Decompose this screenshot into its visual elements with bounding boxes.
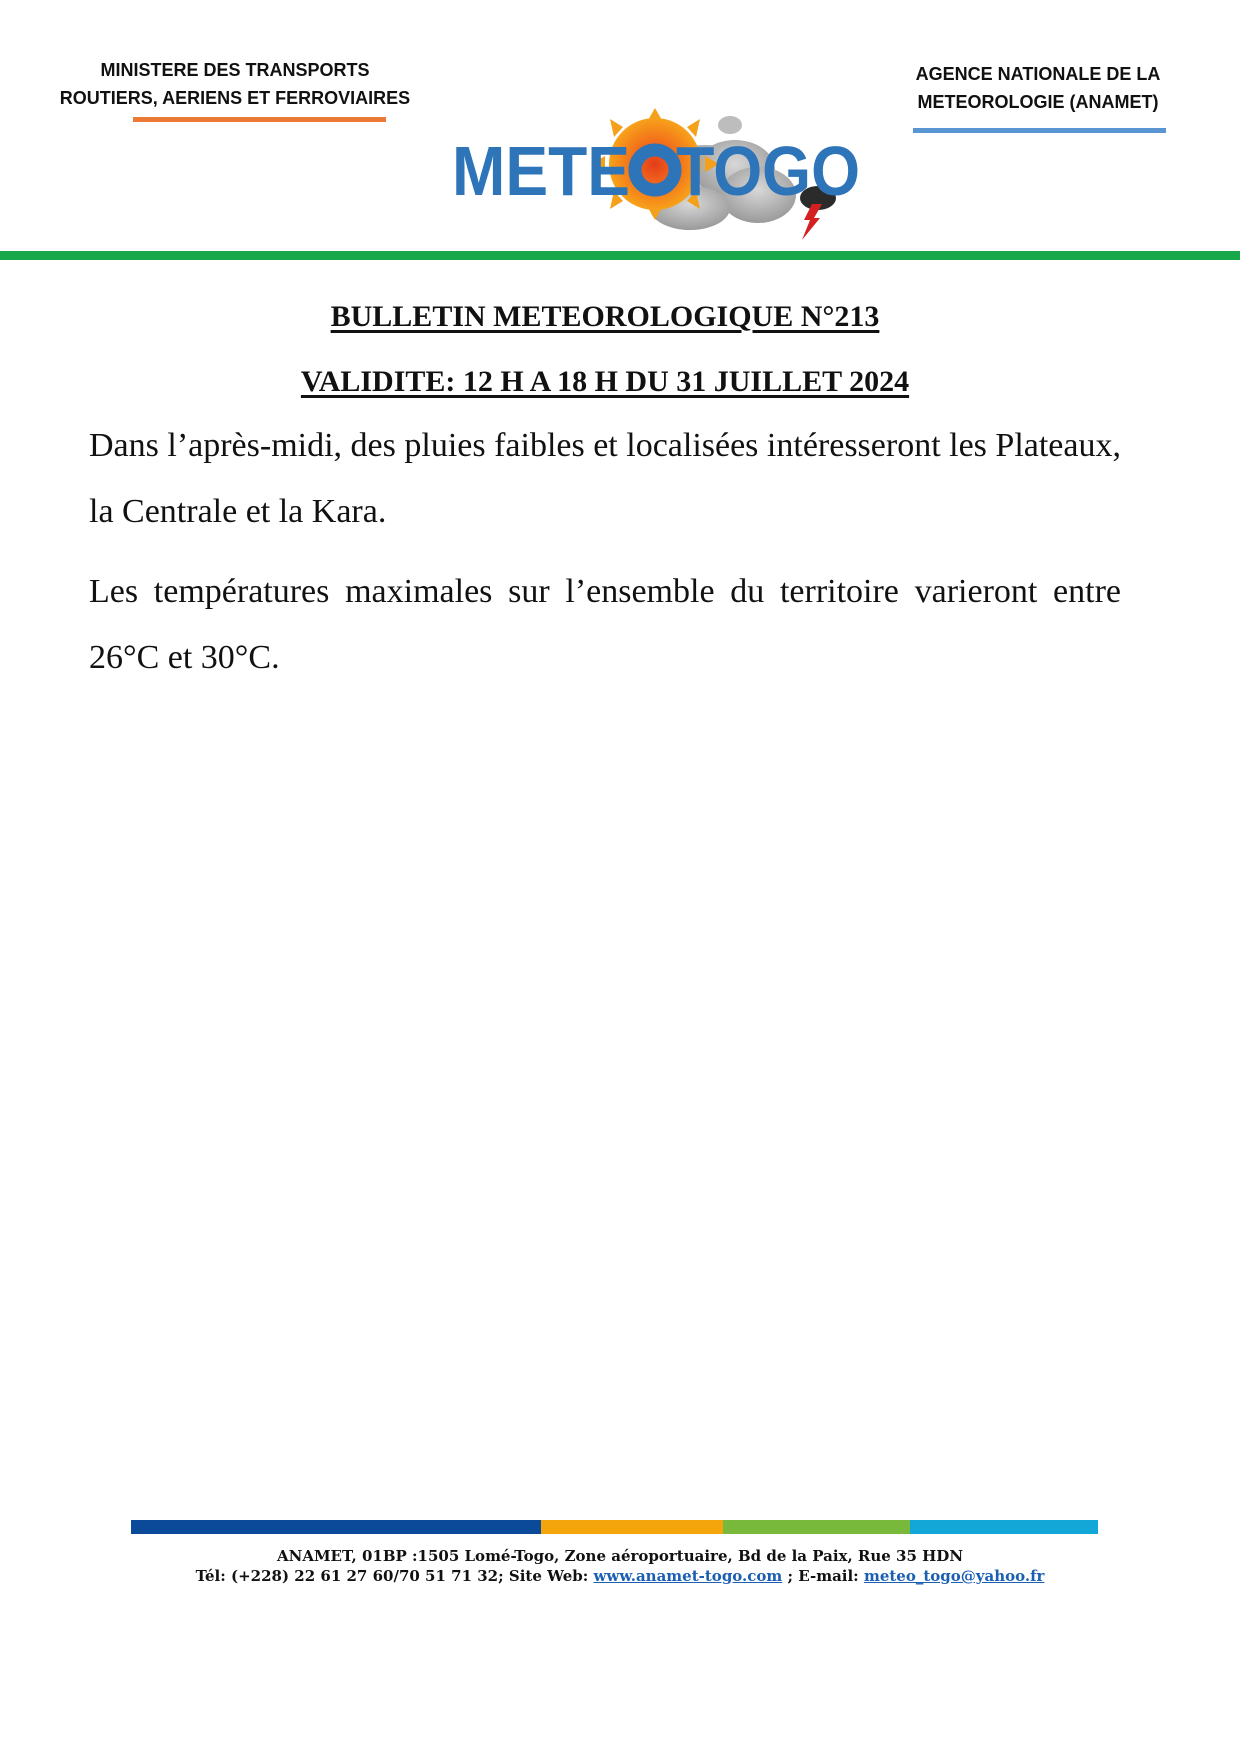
meteo-togo-logo: [440, 100, 920, 240]
bulletin-title: BULLETIN METEOROLOGIQUE N°213: [330, 300, 880, 333]
agency-name: [888, 60, 1188, 116]
ministry-name: [40, 56, 430, 112]
agency-line-2: METEOROLOGIE (ANAMET): [917, 92, 1159, 112]
logo-text-right: TOGO: [676, 132, 860, 210]
footer-phone: Tél: (+228) 22 61 27 60/70 51 71 32; Site Web:: [195, 1567, 594, 1585]
footer-contact: [0, 1546, 1240, 1586]
logo-text-left: METE: [452, 132, 630, 210]
ministry-underline: [133, 117, 386, 122]
forecast-paragraph-temperature: Les températures maximales sur l’ensemble du territoire varieront entre 26°C et 30°C.: [89, 573, 1121, 676]
website-link[interactable]: www.anamet-togo.com: [593, 1567, 783, 1585]
forecast-paragraph-rain: Dans l’après-midi, des pluies faibles et localisées intéresseront les Plateaux, la Centrale et la Kara.: [89, 427, 1121, 530]
header-divider: [0, 251, 1240, 260]
agency-underline: [913, 128, 1166, 133]
ministry-line-1: MINISTERE DES TRANSPORTS: [100, 60, 370, 80]
footer-bar-green: [723, 1520, 910, 1534]
footer-bar-cyan: [910, 1520, 1098, 1534]
footer-contact-line: [0, 1566, 1240, 1586]
ministry-line-2: ROUTIERS, AERIENS ET FERROVIAIRES: [59, 88, 411, 108]
footer-color-bar: [131, 1520, 1098, 1534]
bulletin-validity: VALIDITE: 12 H A 18 H DU 31 JUILLET 2024: [300, 365, 910, 398]
email-link[interactable]: meteo_togo@yahoo.fr: [863, 1567, 1045, 1585]
footer-address: ANAMET, 01BP :1505 Lomé-Togo, Zone aéroportuaire, Bd de la Paix, Rue 35 HDN: [276, 1547, 964, 1565]
footer-bar-blue: [131, 1520, 541, 1534]
footer-bar-orange: [541, 1520, 723, 1534]
agency-line-1: AGENCE NATIONALE DE LA: [915, 64, 1161, 84]
footer-email-label: ; E-mail:: [782, 1567, 864, 1585]
